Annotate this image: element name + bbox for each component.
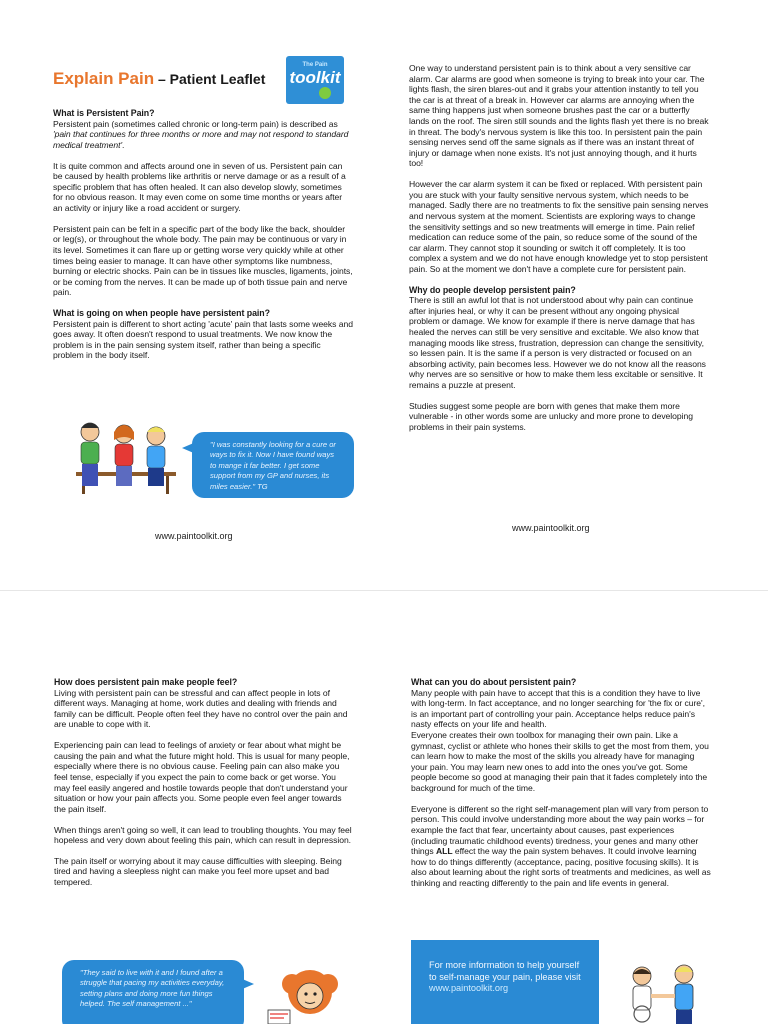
footer-url-page1[interactable]: www.paintoolkit.org — [155, 531, 233, 541]
quote-bubble-tg: "I was constantly looking for a cure or ways to fix it. Now I have found ways to mange it far better. I get some support from my GP and nurses, its miles easier." TG — [192, 432, 354, 498]
heading-how-feel: How does persistent pain make people feel? — [54, 677, 238, 687]
title-sub: Patient Leaflet — [169, 71, 266, 87]
title-main: Explain Pain — [53, 69, 155, 88]
three-people-cartoon — [68, 418, 186, 496]
curly-hair-person-cartoon — [262, 966, 354, 1024]
handshake-people-cartoon — [624, 962, 704, 1024]
para-not-understood: There is still an awful lot that is not understood about why pain can continue after injuries heal, or why it can be present without any ongoing physical problem or damage. We know for example if there is nerve damage that has healed the nerves can still be very sensitive and excitable. We also know that managing moods like stress, frustration, depression can change the sensitivity, so lessen pain. It is the same if a person is very distracted or focused on an absorbing activity, pain becomes less. However we do not know all the reasons why nerves are so sensitive or how to make them less excitable or sensitive. It remains a puzzle at present. — [409, 295, 706, 390]
more-info-box — [411, 940, 599, 1024]
para-definition — [53, 119, 353, 151]
para-self-management-plan — [411, 804, 711, 889]
leaflet-title — [53, 69, 265, 89]
plan-text-a: Everyone is different so the right self-management plan will vary from person to person. This could involve understanding more about the way pain works – for example the fact that fear, uncertainty about causes, past experiences (including traumatic childhood events) tiredness, your genes and many other things — [411, 803, 709, 857]
title-sep: – — [154, 71, 170, 87]
para-common: It is quite common and affects around one in seven of us. Persistent pain can be caused by health problems like arthritis or nerve damage or as a result of a specific problem that has often healed. It can also develop slowly, sometimes for no obvious reason. It may even come on some time months or years after an activity or injury like a road accident or surgery. — [53, 160, 346, 213]
more-info-url-link[interactable]: www.paintoolkit.org — [429, 983, 509, 993]
logo-main-text: toolkit — [289, 68, 341, 87]
para-car-alarm: One way to understand persistent pain is to think about a very sensitive car alarm. Car alarms are good when someone is trying to break into your car. The lights flash, the siren blares-out and it grabs your attention instantly to tell you the car is at threat of a break in. However car alarms are annoying when the same thing happens just when someone brushes past the car or a butterfly lands on the roof. The siren still sounds and the lights flash yet there is no break in threat. The body's nervous system is like this too. In persistent pain the pain sensing nerves send off the same signals as if there was an instant threat of injury or damage when none exists. It's not just annoying though, and it hurts too! — [409, 63, 709, 169]
logo-dot-icon — [319, 87, 331, 99]
quote-bubble-pacing: "They said to live with it and I found after a struggle that pacing my activities everyday, setting plans and doing more fun things helped. The self management ..." — [62, 960, 244, 1024]
column-car-alarm — [409, 63, 709, 443]
plan-text-c: effect the way the pain system behaves. It could involve learning how to do things differently (acceptance, pacing, positive focusing skills). It is also about learning about the right sorts of treatments and medicines, as well as thinking and reacting differently to the pain and life events in general. — [411, 846, 711, 888]
plan-text-all: ALL — [435, 846, 453, 857]
para-toolbox: Everyone creates their own toolbox for managing their own pain. Like a gymnast, cyclist or athlete who hones their skills to get the most from them, you can learn how to make the most of the skills you already have for managing your pain. You may learn new ones to add into the ones you've got. Some people become so good at managing their pain that it fades completely into the background for much of the time. — [411, 729, 709, 793]
column-what-can-you-do — [411, 677, 711, 899]
more-info-text: For more information to help yourself to self-manage your pain, please visit — [429, 960, 581, 982]
para-different-acute: Persistent pain is different to short acting 'acute' pain that lasts some weeks and goes away. It often doesn't respond to usual treatments. We now know the problem is in the pain sensing system itself, rather than being a specific problem in the body itself. — [53, 318, 353, 361]
para-stressful: Living with persistent pain can be stressful and can affect people in lots of different ways. Managing at home, work duties and dealing with friends and family can be difficult. People often feel they have no control over the pain and are unable to cope with it. — [54, 687, 348, 730]
para-fixed-replaced: However the car alarm system it can be fixed or replaced. With persistent pain you are stuck with your faulty sensitive nervous system, which needs to be managed. Sadly there are no treatments to fix the sensitive pain sensing nerves and nervous system at the moment. Scientists are exploring ways to change the sensitivity settings and so new treatments will emerge in time. Pain relief medication can reduce some of the pain, so reduce some of the sound of the car alarm. They cannot stop it sounding or switch it off completely. It is too complex a system and we do not have enough knowledge yet to stop persistent pain. So at the moment we don't have a complete cure for persistent pain. — [409, 179, 709, 274]
definition-text: Persistent pain (sometimes called chronic or long-term pain) is described as — [53, 118, 338, 129]
para-where-felt: Persistent pain can be felt in a specific part of the body like the back, shoulder or leg(s), or throughout the whole body. The pain may be continuous or vary in its level. Sometimes it can flare up or getting worse very quickly while at other times being easier to manage. It can have other symptoms like numbness, burning or electric shocks. Pain can be in tissues like muscles, ligaments, joints, or be coming from the nerves. It can be made up of both tissue pain and nerve pain. — [53, 223, 353, 298]
column-how-feel — [54, 677, 354, 898]
footer-url-page2[interactable]: www.paintoolkit.org — [512, 523, 590, 533]
para-sleeping: The pain itself or worrying about it may cause difficulties with sleeping. Being tired and having a sleepless night can make you feel more upset and bad tempered. — [54, 855, 342, 888]
heading-what-is-going-on: What is going on when people have persistent pain? — [53, 308, 270, 319]
para-troubling-thoughts: When things aren't going so well, it can lead to troubling thoughts. You may feel hopeless and very down about feeling this pain, which can result in depression. — [54, 824, 352, 846]
para-anxiety: Experiencing pain can lead to feelings of anxiety or fear about what might be causing the pain and what the future might hold. This is usual for many people, especially where there is no obvious cause. Feeling pain can also make you feel tense, especially if you expect the pain to come back or get worse. You may feel easily angered and hostile towards people that don't understand your situation or how your pain affects you. Some people even feel anger towards the pain itself. — [54, 740, 350, 814]
heading-what-can-you-do: What can you do about persistent pain? — [411, 677, 577, 687]
column-what-is-persistent-pain — [53, 108, 353, 371]
heading-why-develop: Why do people develop persistent pain? — [409, 284, 576, 295]
definition-quote: 'pain that continues for three months or more and may not respond to standard medical treatment' — [53, 129, 349, 150]
definition-end: . — [122, 139, 125, 150]
page-divider — [0, 590, 768, 591]
pain-toolkit-logo — [286, 56, 344, 104]
para-genes: Studies suggest some people are born with genes that make them more vulnerable - in other words some are unlucky and more prone to developing problems in their pain systems. — [409, 400, 693, 432]
heading-what-is-persistent-pain: What is Persistent Pain? — [53, 108, 155, 118]
para-acceptance: Many people with pain have to accept that this is a condition they have to live with long-term. In fact acceptance, and no longer searching for 'the fix or cure', is an important part of controlling your pain. Acceptance helps reduce pain's nasty effects on your life and health. — [411, 687, 705, 730]
logo-top-text: The Pain — [302, 62, 328, 68]
